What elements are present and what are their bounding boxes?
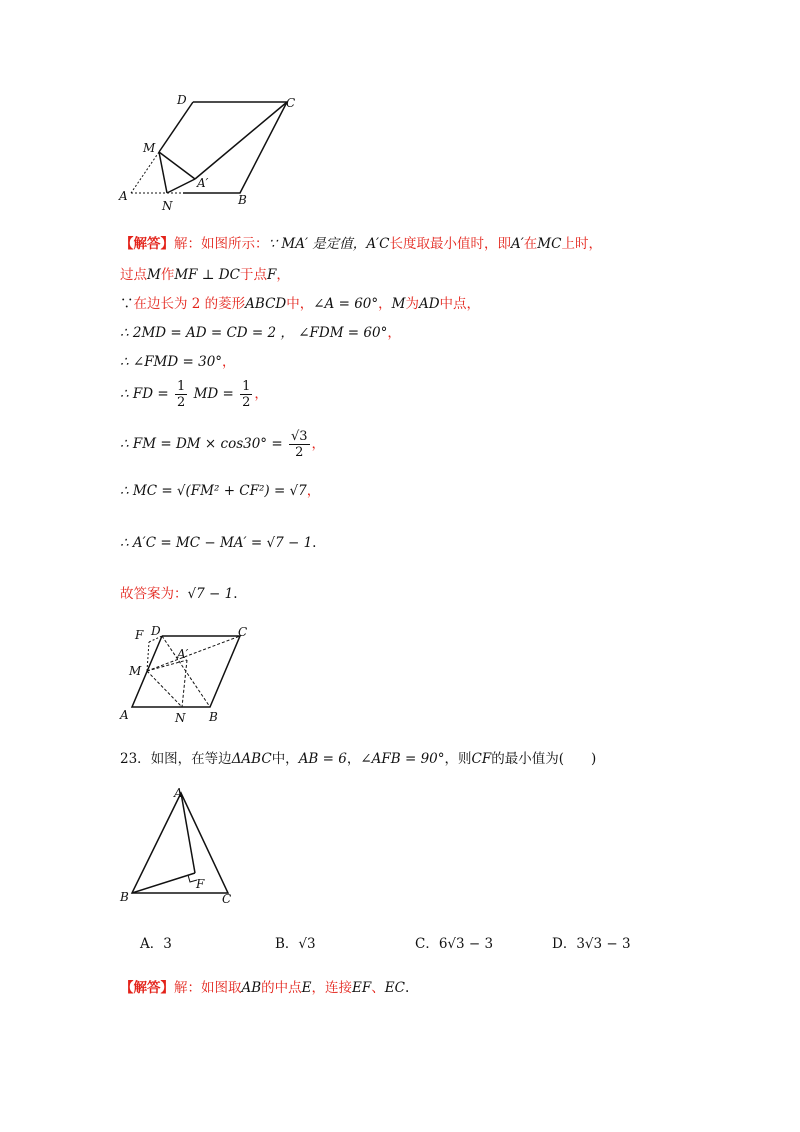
fig2-label-D: D	[151, 624, 161, 638]
fig1-label-D: D	[177, 93, 187, 107]
fig1-label-C: C	[286, 96, 296, 110]
option-c[interactable]: C．6√3 − 3	[415, 936, 494, 952]
fraction-root3-over-2: $\frac{√3}{2}$	[290, 429, 308, 460]
solution1-line6: ∴ FD = $\frac{1}{2}$ MD = $\frac{1}{2}$ ，	[120, 379, 268, 410]
fraction-one-half-2: $\frac{1}{2}$	[242, 379, 251, 410]
figure-equilateral-triangle	[115, 785, 255, 910]
fig3-label-F: F	[196, 877, 205, 891]
fig3-label-A: A	[174, 786, 183, 800]
fig2-label-B: B	[209, 710, 218, 724]
fig1-label-B: B	[238, 193, 247, 207]
fig1-label-A-prime: A′	[197, 176, 209, 190]
fig3-label-C: C	[222, 892, 232, 906]
fig2-label-N: N	[175, 711, 186, 725]
fig1-label-N: N	[162, 199, 173, 213]
solution1-line8: ∴ MC = √(FM² + CF²) = √7，	[120, 483, 321, 499]
fig2-label-C: C	[238, 625, 248, 639]
solution1-line5: ∴ ∠FMD = 30°，	[120, 354, 236, 370]
solution-tag: 【解答】	[120, 236, 174, 252]
option-a[interactable]: A．3	[140, 936, 172, 952]
fig2-label-M: M	[129, 664, 142, 678]
question-23: 23．如图，在等边ΔABC中，AB = 6，∠AFB = 90°，则CF的最小值为( )	[120, 751, 597, 767]
solution1-line4: ∴ 2MD = AD = CD = 2 ， ∠FDM = 60°，	[120, 325, 401, 341]
option-b[interactable]: B．√3	[275, 936, 316, 952]
option-d[interactable]: D．3√3 − 3	[552, 936, 631, 952]
figure-rhombus-fold	[115, 90, 315, 215]
solution1-answer: 故答案为：√7 − 1.	[120, 586, 238, 602]
answer-blank: ( )	[558, 751, 597, 767]
solution1-line3: ∵在边长为 2 的菱形ABCD中，∠A = 60°，M为AD中点，	[120, 296, 481, 312]
solution2-line1: 【解答】解：如图取AB的中点E，连接EF、EC.	[120, 980, 410, 996]
fig1-label-M: M	[143, 141, 156, 155]
solution1-line9: ∴ A′C = MC − MA′ = √7 − 1.	[120, 535, 317, 551]
fig3-label-B: B	[120, 890, 129, 904]
solution1-line2: 过点M作MF ⊥ DC于点F，	[120, 267, 290, 283]
fraction-one-half: $\frac{1}{2}$	[176, 379, 186, 410]
question-number: 23．	[120, 751, 151, 767]
solution1-line7: ∴ FM = DM × cos30° = $\frac{√3}{2}$ ，	[120, 429, 326, 460]
fig2-label-A: A	[120, 708, 129, 722]
fig1-label-A: A	[119, 189, 128, 203]
fig2-label-A-prime: A′	[177, 647, 189, 661]
solution1-line1: 【解答】解：如图所示：∵ MA′ 是定值，A′C长度取最小值时，即A′在MC上时，	[120, 236, 602, 252]
figure-rhombus-construction	[115, 622, 275, 727]
fig2-label-F: F	[135, 628, 144, 642]
